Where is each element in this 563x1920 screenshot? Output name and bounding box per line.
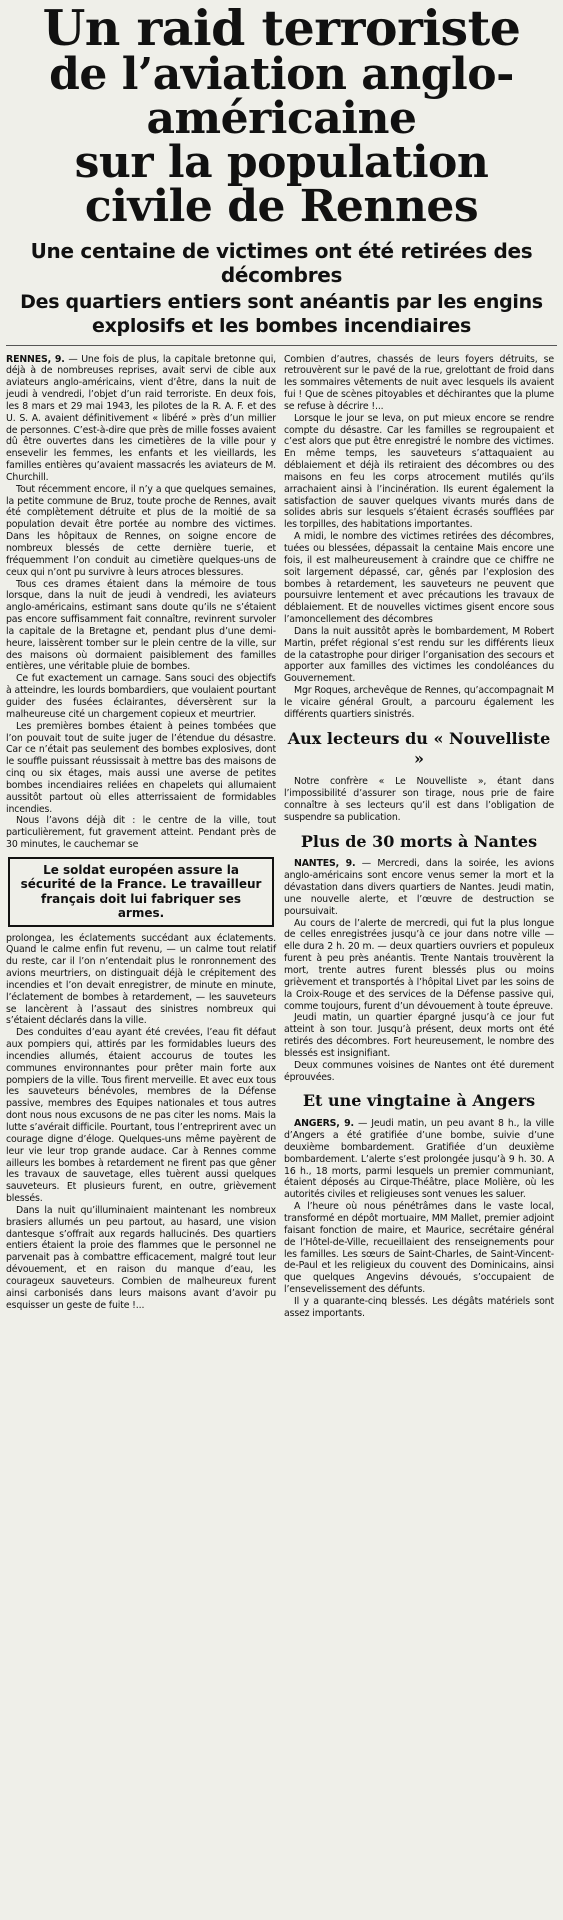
right-column xyxy=(284,354,554,1320)
subhead-nantes: Plus de 30 morts à Nantes xyxy=(300,831,538,851)
divider xyxy=(6,345,557,346)
paragraph: A l’heure où nous pénétrâmes dans le vaste local, transformé en dépôt mortuaire, MM Mallet, premier adjoint faisant fonction de maire, et Maurice, secrétaire général de l’Hôtel-de-Ville, recueillaient des renseignements pour les familles. Les sœurs de Saint-Charles, de Saint-Vincent-de-Paul et les religieux du couvent des Dominicains, ainsi que quelques Angevins dévoués, s’occupaient de l’ensevelissement des défunts. xyxy=(284,1201,554,1296)
subhead-nouvelliste: Aux lecteurs du « Nouvelliste » xyxy=(287,728,551,769)
paragraph: Dans la nuit qu’illuminaient maintenant les nombreux brasiers allumés un peu partout, au hasard, une vision dantesque s’offrait aux regards hallucinés. Des quartiers entiers étaient la proie des flammes que le personnel ne parvenait pas à combattre efficacement, malgré tout leur dévouement, et en raison du manque d’eau, les courageux sauveteurs. Combien de malheureux furent ainsi carbonisés dans leurs maisons avant d’avoir pu esquisser un geste de fuite !... xyxy=(6,1204,276,1311)
paragraph: Mgr Roques, archevêque de Rennes, qu’accompagnait M le vicaire général Groult, a parcouru également les différents quartiers sinistrés. xyxy=(284,685,554,720)
dateline-rennes: RENNES, 9. xyxy=(6,353,65,365)
paragraph: Il y a quarante-cinq blessés. Les dégâts matériels sont assez importants. xyxy=(284,1295,554,1319)
deck-subtitle-2: Des quartiers entiers sont anéantis par les engins explosifs et les bombes incendiaires xyxy=(20,291,543,337)
paragraph: Tout récemment encore, il n’y a que quelques semaines, la petite commune de Bruz, toute proche de Rennes, avait été complètement détruite et plus de la moitié de sa population devait être portée au nombre des victimes. Dans les hôpitaux de Rennes, on soigne encore de nombreux blessés de cette dernière tuerie, et fréquemment l’on conduit au cimetière quelques-uns de ceux qui n’ont pu survivre à leurs atroces blessures. xyxy=(6,483,276,578)
paragraph: prolongea, les éclatements succédant aux éclatements. Quand le calme enfin fut revenu, — un calme tout relatif du reste, car il l’on n’entendait plus le ronronnement des avions meurtriers, on distinguait déjà le crépitement des incendies et l’on devait enregistrer, de minute en minute, l’éclatement de bombes à retardement, — les sauveteurs se lancèrent à l’assaut des sinistres nombreux qui s’étaient déclarés dans la ville. xyxy=(6,932,276,1027)
paragraph: RENNES, 9. — Une fois de plus, la capitale bretonne qui, déjà à de nombreuses reprises, avait servi de cible aux aviateurs anglo-américains, vient d’être, dans la nuit de jeudi à vendredi, l’objet d’un raid terroriste. En deux fois, les 8 mars et 29 mai 1943, les pilotes de la R. A. F. et des U. S. A. avaient définitivement « libéré » près d’un millier de personnes. C’est-à-dire que près de mille fosses avaient dû être ouvertes dans les cimetières de la ville pour y ensevelir les femmes, les enfants et les vieillards, les familles entières qu’avaient massacrés les aviateurs de M. Churchill. xyxy=(6,353,276,483)
article-columns xyxy=(6,354,557,1320)
paragraph: Notre confrère « Le Nouvelliste », étant dans l’impossibilité d’assurer son tirage, nous prie de faire connaître à ses lecteurs qu’il est dans l’obligation de suspendre sa publication. xyxy=(284,776,554,823)
paragraph: Au cours de l’alerte de mercredi, qui fut la plus longue de celles enregistrées jusqu’à ce jour dans notre ville — elle dura 2 h. 20 m. — deux quartiers ouvriers et populeux furent à peu près anéantis. Trente Nantais trouvèrent la mort, trente autres furent blessés plus ou moins grièvement et transportés à l’hôpital Livet par les soins de la Croix-Rouge et des services de la Défense passive qui, comme toujours, furent d’un dévouement à toute épreuve. xyxy=(284,917,554,1012)
paragraph: Jeudi matin, un quartier épargné jusqu’à ce jour fut atteint à son tour. Jusqu’à présent, deux morts ont été retirés des décombres. Fort heureusement, le nombre des blessés est insignifiant. xyxy=(284,1012,554,1059)
dateline-nantes: NANTES, 9. xyxy=(294,858,356,870)
paragraph: Dans la nuit aussitôt après le bombardement, M Robert Martin, préfet régional s’est rendu sur les différents lieux de la catastrophe pour diriger l’organisation des secours et apporter aux familles des victimes les condoléances du Gouvernement. xyxy=(284,625,554,685)
deck-subtitle-1: Une centaine de victimes ont été retirées des décombres xyxy=(30,239,533,287)
subhead-angers: Et une vingtaine à Angers xyxy=(302,1091,536,1111)
paragraph: Tous ces drames étaient dans la mémoire de tous lorsque, dans la nuit de jeudi à vendredi, les aviateurs anglo-américains, estimant sans doute qu’ils ne s’étaient pas encore suffisamment fait connaître, revinrent survoler la capitale de la Bretagne et, pendant plus d’une demi-heure, laissèrent tomber sur le plein centre de la ville, sur des maisons où dormaient paisiblement des familles entières, une véritable pluie de bombes. xyxy=(6,578,276,673)
paragraph: A midi, le nombre des victimes retirées des décombres, tuées ou blessées, dépassait la centaine Mais encore une fois, il est malheureusement à craindre que ce chiffre ne soit largement dépassé, car, gênés par l’explosion des bombes à retardement, les sauveteurs ne peuvent que poursuivre lentement et avec précautions les travaux de déblaiement. Et de nouvelles victimes gisent encore sous l’amoncellement des décombres xyxy=(284,531,554,626)
dateline-angers: ANGERS, 9. xyxy=(294,1118,354,1130)
headline-line-1: Un raid terroriste xyxy=(42,0,521,57)
paragraph: Combien d’autres, chassés de leurs foyers détruits, se retrouvèrent sur le pavé de la rue, grelottant de froid dans les sommaires vêtements de nuit avec lesquels ils avaient fui ! Que de scènes pitoyables et déchirantes que la plume se refuse à décrire !... xyxy=(284,353,554,412)
paragraph: Deux communes voisines de Nantes ont été durement éprouvées. xyxy=(284,1059,554,1083)
paragraph: Des conduites d’eau ayant été crevées, l’eau fit défaut aux pompiers qui, attirés par les formidables lueurs des incendies allumés, étaient accourus de toutes les communes environnantes pour prêter main forte aux pompiers de la ville. Tous firent merveille. Et avec eux tous les sauveteurs bénévoles, membres de la Défense passive, membres des Equipes nationales et tous autres dont nous nous excusons de ne pas citer les noms. Mais la lutte s’avérait difficile. Pourtant, tous l’entreprirent avec un courage digne d’éloge. Quelques-uns même payèrent de leur vie leur trop grande audace. Car à Rennes comme ailleurs les bombes à retardement ne firent pas que gêner les travaux de sauvetage, elles tuèrent aussi quelques sauveteurs. Et plusieurs furent, en outre, grièvement blessés. xyxy=(6,1027,276,1205)
paragraph: Lorsque le jour se leva, on put mieux encore se rendre compte du désastre. Car les familles se regroupaient et c’est alors que put être enregistré le nombre des victimes. En même temps, les sauveteurs s’attaquaient au déblaiement et déjà ils retiraient des décombres ou des maisons en feu les corps atrocement mutilés qu’ils arrachaient ainsi à l’incinération. Ils eurent également la satisfaction de sauver quelques vivants murés dans de solides abris sur lesquels s’étaient écrasés soufflées par les torpilles, des habitations importantes. xyxy=(284,412,554,531)
paragraph: NANTES, 9. — Mercredi, dans la soirée, les avions anglo-américains sont encore venus semer la mort et la dévastation dans divers quartiers de Nantes. Jeudi matin, une nouvelle alerte, et l’œuvre de destruction se poursuivait. xyxy=(284,858,554,917)
headline-line-2: de l’aviation anglo-américaine xyxy=(49,49,514,144)
paragraph: Nous l’avons déjà dit : le centre de la ville, tout particulièrement, fut gravement atteint. Pendant près de 30 minutes, le cauchemar se xyxy=(6,815,276,851)
left-column xyxy=(6,354,276,1320)
paragraph: ANGERS, 9. — Jeudi matin, un peu avant 8 h., la ville d’Angers a été gratifiée d’une bombe, suivie d’une deuxième bombardement. Gratifiée d’un deuxième bombardement. L’alerte s’est prolongée jusqu’à 9 h. 30. A 16 h., 18 morts, parmi lesquels un premier communiant, étaient déposés au Cirque-Théâtre, place Molière, où les autorités civiles et religieuses sont venues les saluer. xyxy=(284,1118,554,1201)
headline-line-3: sur la population civile de Rennes xyxy=(74,137,489,232)
paragraph: Ce fut exactement un carnage. Sans souci des objectifs à atteindre, les lourds bombardiers, que voulaient pourtant guider des fusées éclairantes, déversèrent sur la malheureuse cité un chargement copieux et meurtrier. xyxy=(6,673,276,720)
propaganda-box: Le soldat européen assure la sécurité de la France. Le travailleur français doit lui fabriquer ses armes. xyxy=(8,857,274,927)
paragraph: Les premières bombes étaient à peines tombées que l’on pouvait tout de suite juger de l’étendue du désastre. Car ce n’était pas seulement des bombes explosives, dont le souffle puissant réussissait à mettre bas des maisons de cinq ou six étages, mais aussi une averse de petites bombes incendiaires reliées en chapelets qui allumaient aussitôt partout où elles atterrissaient de formidables incendies. xyxy=(6,720,276,815)
